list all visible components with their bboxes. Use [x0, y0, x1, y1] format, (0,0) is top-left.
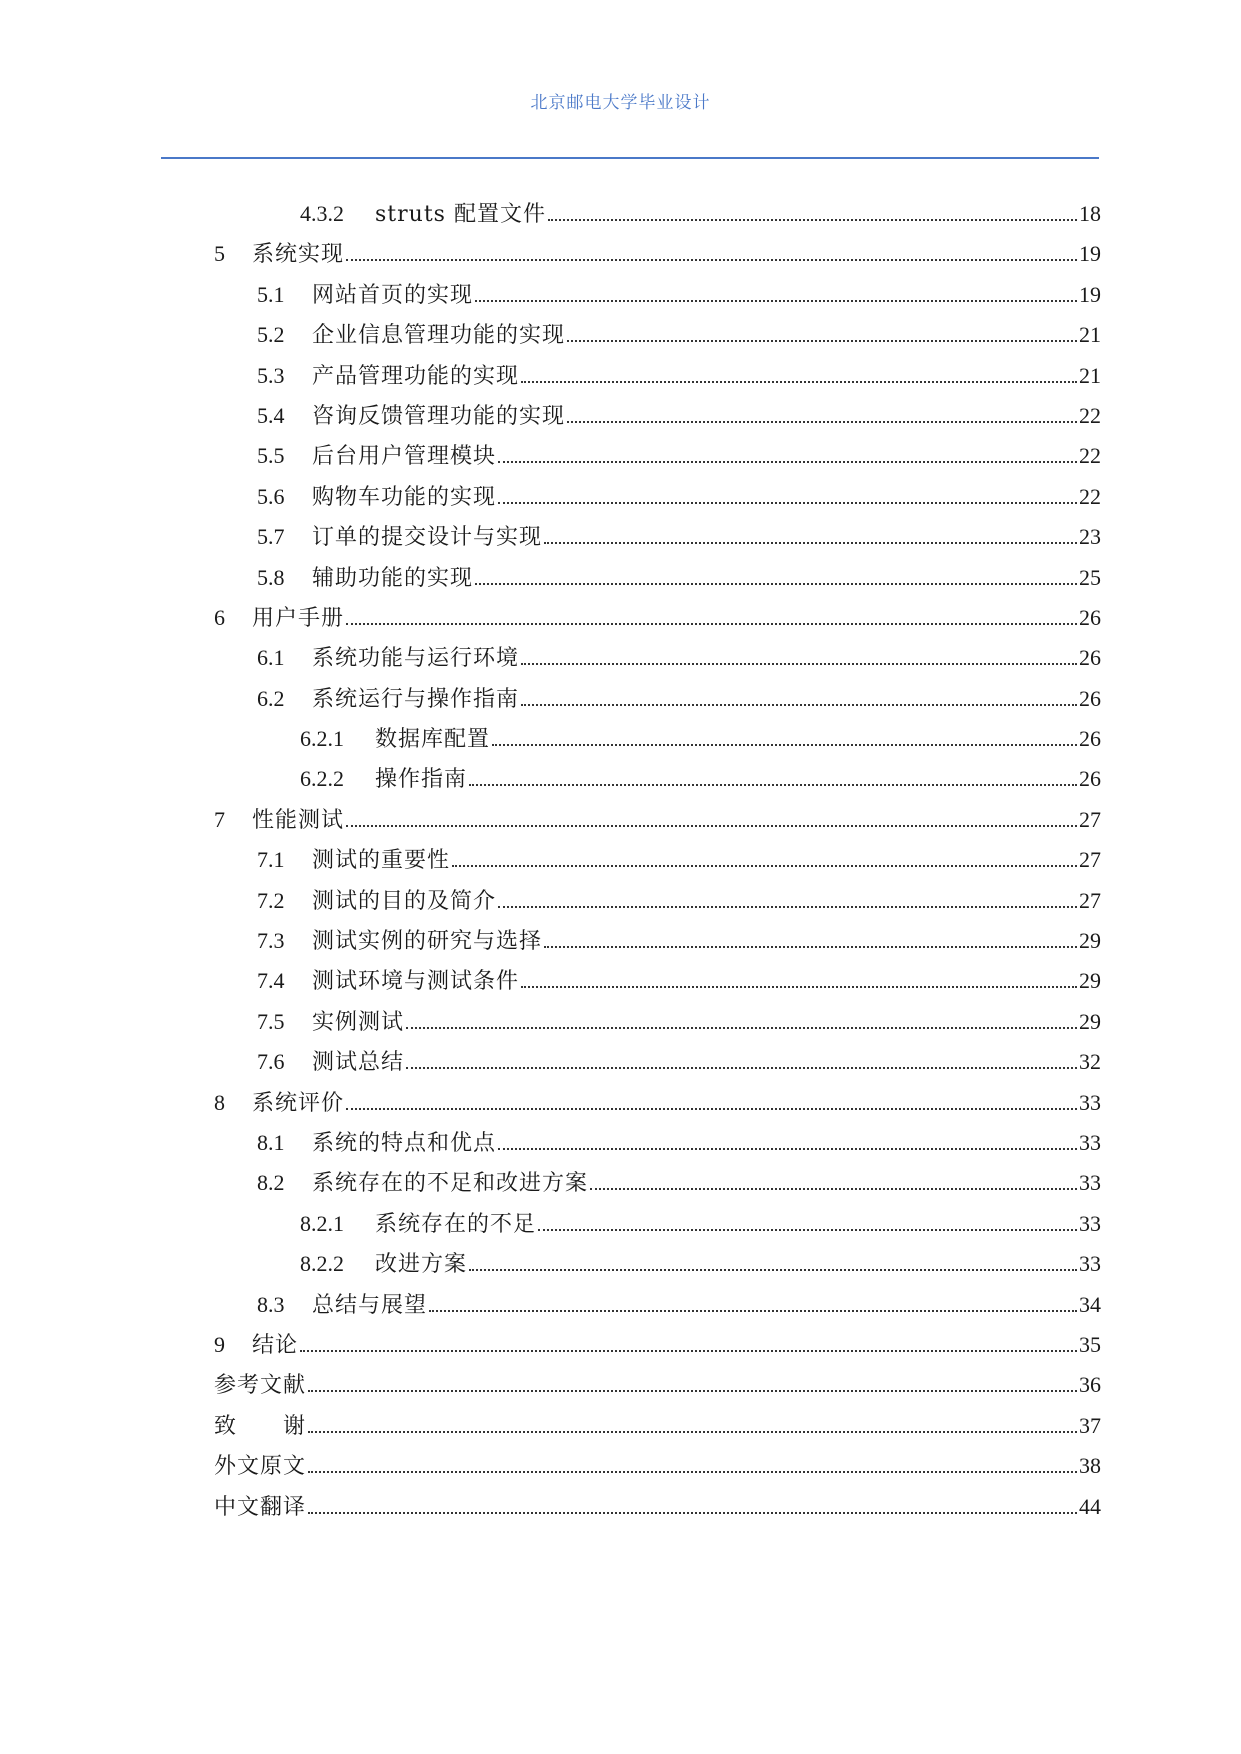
toc-entry-page-number: 38: [1079, 1453, 1101, 1479]
toc-dot-leader: [308, 1431, 1077, 1433]
toc-entry-title: 购物车功能的实现: [312, 484, 497, 510]
toc-entry-title: 外文原文: [214, 1454, 307, 1480]
toc-entry-number: 6.2.1: [300, 726, 344, 752]
toc-entry[interactable]: [214, 682, 1101, 722]
toc-entry-page-number: 32: [1079, 1049, 1101, 1075]
toc-entry-title: 测试总结: [312, 1050, 405, 1076]
toc-dot-leader: [406, 1027, 1077, 1029]
toc-entry-number: 5.4: [257, 402, 285, 428]
toc-entry-number: 6.2.2: [300, 766, 344, 792]
toc-entry[interactable]: [214, 561, 1101, 601]
toc-entry-page-number: 26: [1079, 766, 1101, 792]
toc-entry[interactable]: [214, 1126, 1101, 1166]
toc-dot-leader: [406, 1067, 1077, 1069]
toc-entry-number: 4.3.2: [300, 201, 344, 226]
toc-dot-leader: [521, 986, 1077, 988]
toc-entry-number: 5.5: [257, 443, 285, 469]
toc-entry[interactable]: [214, 439, 1101, 479]
toc-entry-page-number: 33: [1079, 1210, 1101, 1236]
toc-entry[interactable]: [214, 1409, 1101, 1449]
toc-entry-page-number: 27: [1079, 887, 1101, 913]
toc-entry-title: 用户手册: [252, 605, 345, 631]
toc-entry-title: 系统存在的不足: [375, 1211, 537, 1237]
toc-entry-number: 6.1: [257, 645, 285, 671]
toc-entry[interactable]: [214, 1207, 1101, 1247]
toc-entry[interactable]: [214, 884, 1101, 924]
toc-entry-number: 7.3: [257, 928, 285, 954]
toc-entry-page-number: 22: [1079, 402, 1101, 428]
toc-dot-leader: [429, 1310, 1077, 1312]
toc-entry-page-number: 29: [1079, 928, 1101, 954]
toc-entry-page-number: 33: [1079, 1170, 1101, 1196]
toc-entry[interactable]: [214, 1490, 1101, 1530]
toc-dot-leader: [548, 219, 1077, 221]
table-of-contents: [214, 197, 1101, 1530]
toc-entry-title: 订单的提交设计与实现: [312, 525, 543, 551]
toc-entry[interactable]: [214, 601, 1101, 641]
toc-entry-number: 8.3: [257, 1291, 285, 1317]
toc-entry-title: 参考文献: [214, 1373, 307, 1399]
toc-entry-title: 致 谢: [214, 1413, 307, 1439]
toc-dot-leader: [300, 1350, 1077, 1352]
toc-entry-page-number: 34: [1079, 1291, 1101, 1317]
toc-entry-title: 测试的重要性: [312, 848, 451, 874]
toc-entry-title: 咨询反馈管理功能的实现: [312, 403, 566, 429]
toc-entry-number: 7.1: [257, 847, 285, 873]
toc-entry-page-number: 27: [1079, 806, 1101, 832]
toc-entry[interactable]: [214, 1005, 1101, 1045]
toc-entry[interactable]: [214, 237, 1101, 277]
toc-dot-leader: [492, 744, 1077, 746]
toc-entry-number: 8.2: [257, 1170, 285, 1196]
toc-entry[interactable]: [214, 964, 1101, 1004]
toc-dot-leader: [475, 300, 1077, 302]
toc-entry-number: 5.6: [257, 483, 285, 509]
toc-dot-leader: [567, 421, 1077, 423]
toc-entry[interactable]: [214, 359, 1101, 399]
toc-dot-leader: [308, 1390, 1077, 1392]
toc-entry-number: 5.8: [257, 564, 285, 590]
toc-entry-number: 5: [214, 241, 225, 267]
toc-entry-page-number: 37: [1079, 1412, 1101, 1438]
toc-dot-leader: [469, 784, 1077, 786]
toc-entry-page-number: 44: [1079, 1493, 1101, 1519]
toc-dot-leader: [567, 340, 1077, 342]
toc-dot-leader: [498, 461, 1077, 463]
toc-dot-leader: [346, 1108, 1077, 1110]
toc-entry-title: 实例测试: [312, 1009, 405, 1035]
toc-entry-title: struts 配置文件: [375, 202, 546, 227]
toc-entry-number: 7.2: [257, 887, 285, 913]
toc-entry-title: 测试的目的及简介: [312, 888, 497, 914]
toc-dot-leader: [346, 623, 1077, 625]
toc-entry-number: 5.7: [257, 524, 285, 550]
toc-entry-page-number: 33: [1079, 1089, 1101, 1115]
toc-entry[interactable]: [214, 762, 1101, 802]
toc-entry-title: 总结与展望: [312, 1292, 428, 1318]
toc-dot-leader: [590, 1188, 1077, 1190]
toc-entry-title: 后台用户管理模块: [312, 444, 497, 470]
toc-entry-title: 结论: [252, 1332, 299, 1358]
toc-dot-leader: [521, 704, 1077, 706]
toc-dot-leader: [346, 825, 1077, 827]
toc-entry-number: 6.2: [257, 685, 285, 711]
toc-entry[interactable]: [214, 1247, 1101, 1287]
toc-entry-number: 7.4: [257, 968, 285, 994]
toc-entry-number: 8: [214, 1089, 225, 1115]
toc-entry[interactable]: [214, 1368, 1101, 1408]
toc-entry-title: 系统评价: [252, 1090, 345, 1116]
toc-entry-title: 辅助功能的实现: [312, 565, 474, 591]
toc-entry-page-number: 26: [1079, 645, 1101, 671]
toc-entry-title: 系统功能与运行环境: [312, 646, 520, 672]
header-divider: [161, 157, 1099, 159]
toc-entry-number: 8.2.1: [300, 1210, 344, 1236]
toc-entry-page-number: 22: [1079, 443, 1101, 469]
toc-entry-page-number: 33: [1079, 1251, 1101, 1277]
toc-dot-leader: [544, 946, 1077, 948]
toc-dot-leader: [308, 1512, 1077, 1514]
toc-entry-number: 8.2.2: [300, 1251, 344, 1277]
toc-entry-page-number: 26: [1079, 604, 1101, 630]
toc-entry[interactable]: [214, 924, 1101, 964]
toc-entry-title: 网站首页的实现: [312, 282, 474, 308]
toc-entry[interactable]: [214, 1328, 1101, 1368]
toc-entry-page-number: 25: [1079, 564, 1101, 590]
toc-entry-title: 系统实现: [252, 242, 345, 268]
toc-entry[interactable]: [214, 1086, 1101, 1126]
toc-entry[interactable]: [214, 480, 1101, 520]
toc-entry-page-number: 36: [1079, 1372, 1101, 1398]
toc-entry-number: 5.1: [257, 281, 285, 307]
toc-entry-title: 产品管理功能的实现: [312, 363, 520, 389]
toc-entry[interactable]: [214, 318, 1101, 358]
toc-entry-page-number: 29: [1079, 1008, 1101, 1034]
toc-entry-page-number: 23: [1079, 524, 1101, 550]
toc-entry[interactable]: [214, 278, 1101, 318]
toc-entry[interactable]: [214, 1045, 1101, 1085]
toc-entry[interactable]: [214, 843, 1101, 883]
toc-entry-title: 数据库配置: [375, 727, 491, 753]
page-header: 北京邮电大学毕业设计: [530, 93, 711, 113]
toc-dot-leader: [346, 259, 1077, 261]
toc-entry-page-number: 19: [1079, 241, 1101, 267]
toc-dot-leader: [544, 542, 1077, 544]
toc-entry-title: 中文翻译: [214, 1494, 307, 1520]
toc-dot-leader: [498, 502, 1077, 504]
toc-entry-title: 系统运行与操作指南: [312, 686, 520, 712]
toc-entry-page-number: 27: [1079, 847, 1101, 873]
toc-entry-number: 7.5: [257, 1008, 285, 1034]
toc-entry-page-number: 18: [1079, 201, 1101, 226]
toc-entry-page-number: 21: [1079, 362, 1101, 388]
toc-entry-title: 系统的特点和优点: [312, 1130, 497, 1156]
toc-entry-page-number: 35: [1079, 1331, 1101, 1357]
toc-entry-number: 7.6: [257, 1049, 285, 1075]
toc-entry-title: 性能测试: [252, 807, 345, 833]
toc-entry-page-number: 19: [1079, 281, 1101, 307]
toc-entry[interactable]: [214, 399, 1101, 439]
toc-entry-page-number: 29: [1079, 968, 1101, 994]
toc-dot-leader: [498, 1148, 1077, 1150]
toc-entry-title: 系统存在的不足和改进方案: [312, 1171, 589, 1197]
toc-entry-number: 6: [214, 604, 225, 630]
toc-dot-leader: [469, 1269, 1077, 1271]
toc-entry-number: 7: [214, 806, 225, 832]
toc-dot-leader: [475, 583, 1077, 585]
toc-entry-title: 测试实例的研究与选择: [312, 929, 543, 955]
toc-entry-page-number: 26: [1079, 685, 1101, 711]
toc-dot-leader: [498, 906, 1077, 908]
toc-entry-number: 5.3: [257, 362, 285, 388]
toc-entry[interactable]: [214, 520, 1101, 560]
toc-entry-page-number: 26: [1079, 726, 1101, 752]
toc-entry[interactable]: [214, 722, 1101, 762]
toc-entry-title: 改进方案: [375, 1252, 468, 1278]
toc-entry-number: 5.2: [257, 322, 285, 348]
toc-entry-number: 8.1: [257, 1129, 285, 1155]
toc-entry[interactable]: [214, 1166, 1101, 1206]
toc-entry[interactable]: [214, 1449, 1101, 1489]
toc-entry[interactable]: [214, 641, 1101, 681]
toc-entry[interactable]: [214, 803, 1101, 843]
toc-entry-title: 企业信息管理功能的实现: [312, 323, 566, 349]
toc-entry[interactable]: [214, 197, 1101, 237]
toc-dot-leader: [521, 663, 1077, 665]
toc-entry-title: 操作指南: [375, 767, 468, 793]
toc-dot-leader: [452, 865, 1077, 867]
toc-dot-leader: [308, 1471, 1077, 1473]
toc-dot-leader: [538, 1229, 1077, 1231]
toc-entry-page-number: 33: [1079, 1129, 1101, 1155]
toc-entry-page-number: 22: [1079, 483, 1101, 509]
toc-entry[interactable]: [214, 1288, 1101, 1328]
toc-entry-number: 9: [214, 1331, 225, 1357]
toc-entry-page-number: 21: [1079, 322, 1101, 348]
toc-entry-title: 测试环境与测试条件: [312, 969, 520, 995]
toc-dot-leader: [521, 381, 1077, 383]
